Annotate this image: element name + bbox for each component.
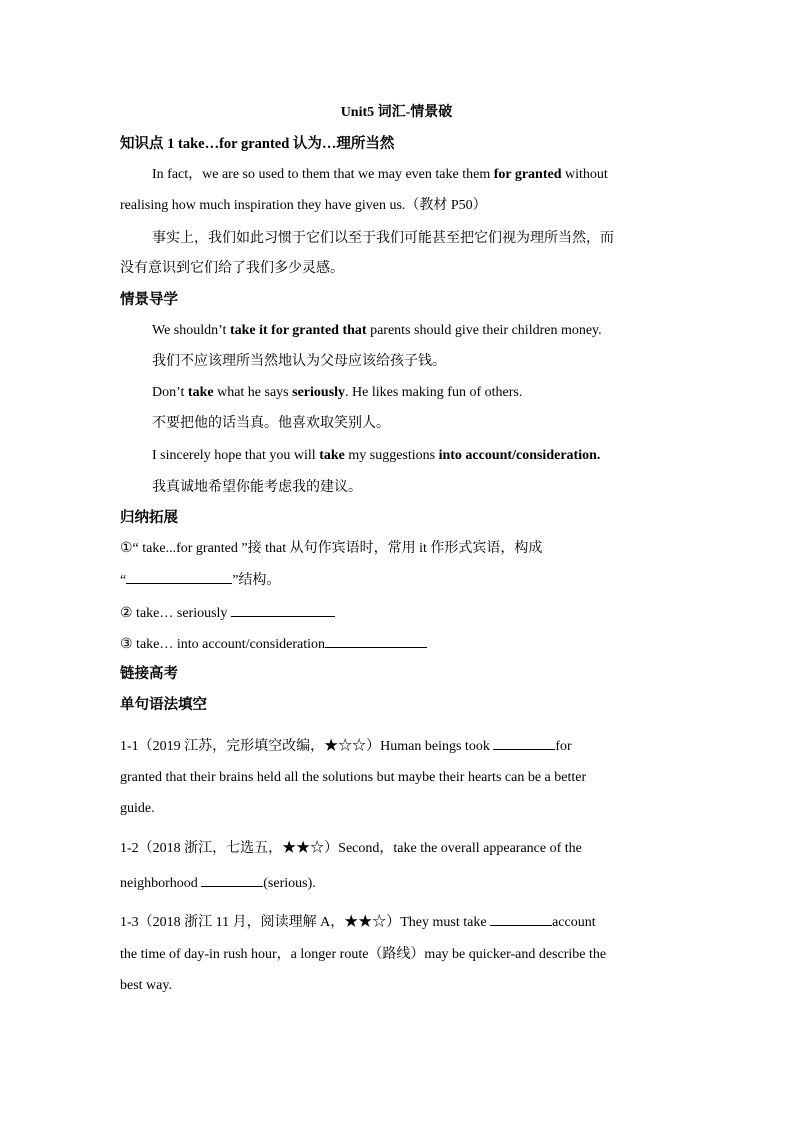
answer-blank[interactable] [325, 633, 427, 648]
summary-item-1: ①“ take...for granted ”接 that 从句作宾语时，常用 it 作形式宾语，构成 [120, 541, 543, 556]
question-1-1: 1-1（2019 江苏，完形填空改编，★☆☆）Human beings took for [120, 735, 572, 757]
example-cn-line-1: 事实上，我们如此习惯于它们以至于我们可能甚至把它们视为理所当然，而 [152, 230, 614, 246]
question-1-1-line-2: granted that their brains held all the solutions but maybe their hearts can be a better [120, 770, 587, 785]
guide-sentence-3: I sincerely hope that you will take my suggestions into account/consideration. [152, 448, 601, 463]
summary-item-3: ③ take… into account/consideration [120, 633, 427, 655]
example-en-line-2: realising how much inspiration they have given us.（教材 P50） [120, 198, 487, 213]
answer-blank[interactable] [490, 911, 552, 926]
summary-heading: 归纳拓展 [120, 510, 178, 526]
guide-heading: 情景导学 [120, 292, 178, 308]
question-1-3-line-3: best way. [120, 978, 172, 993]
question-1-1-line-3: guide. [120, 801, 155, 816]
answer-blank[interactable] [126, 569, 232, 584]
summary-item-2: ② take… seriously [120, 602, 335, 624]
answer-blank[interactable] [201, 872, 263, 887]
guide-sentence-2: Don’t take what he says seriously. He likes making fun of others. [152, 385, 523, 400]
gaokao-heading: 链接高考 [120, 666, 178, 682]
answer-blank[interactable] [493, 735, 555, 750]
guide-sentence-1: We shouldn’t take it for granted that parents should give their children money. [152, 323, 602, 338]
question-1-2: 1-2（2018 浙江，七选五，★★☆）Second，take the overall appearance of the [120, 841, 582, 856]
guide-sentence-3-cn: 我真诚地希望你能考虑我的建议。 [152, 479, 362, 495]
answer-blank[interactable] [231, 602, 335, 617]
guide-sentence-1-cn: 我们不应该理所当然地认为父母应该给孩子钱。 [152, 353, 446, 369]
knowledge-point-heading: 知识点 1 take…for granted 认为…理所当然 [120, 136, 395, 152]
question-1-3: 1-3（2018 浙江 11 月，阅读理解 A，★★☆）They must take account [120, 911, 596, 933]
summary-item-1-cont: “ ”结构。 [120, 569, 280, 591]
page-title: Unit5 词汇-情景破 [340, 105, 453, 120]
gaokao-subheading: 单句语法填空 [120, 697, 207, 713]
bold-phrase: for granted [493, 167, 562, 182]
example-en-line-1: In fact，we are so used to them that we may even take them for granted without [152, 167, 608, 182]
question-1-3-line-2: the time of day-in rush hour，a longer route（路线）may be quicker-and describe the [120, 947, 607, 962]
guide-sentence-2-cn: 不要把他的话当真。他喜欢取笑别人。 [152, 415, 390, 431]
question-1-2-line-2: neighborhood (serious). [120, 872, 316, 894]
example-cn-line-2: 没有意识到它们给了我们多少灵感。 [120, 260, 344, 276]
